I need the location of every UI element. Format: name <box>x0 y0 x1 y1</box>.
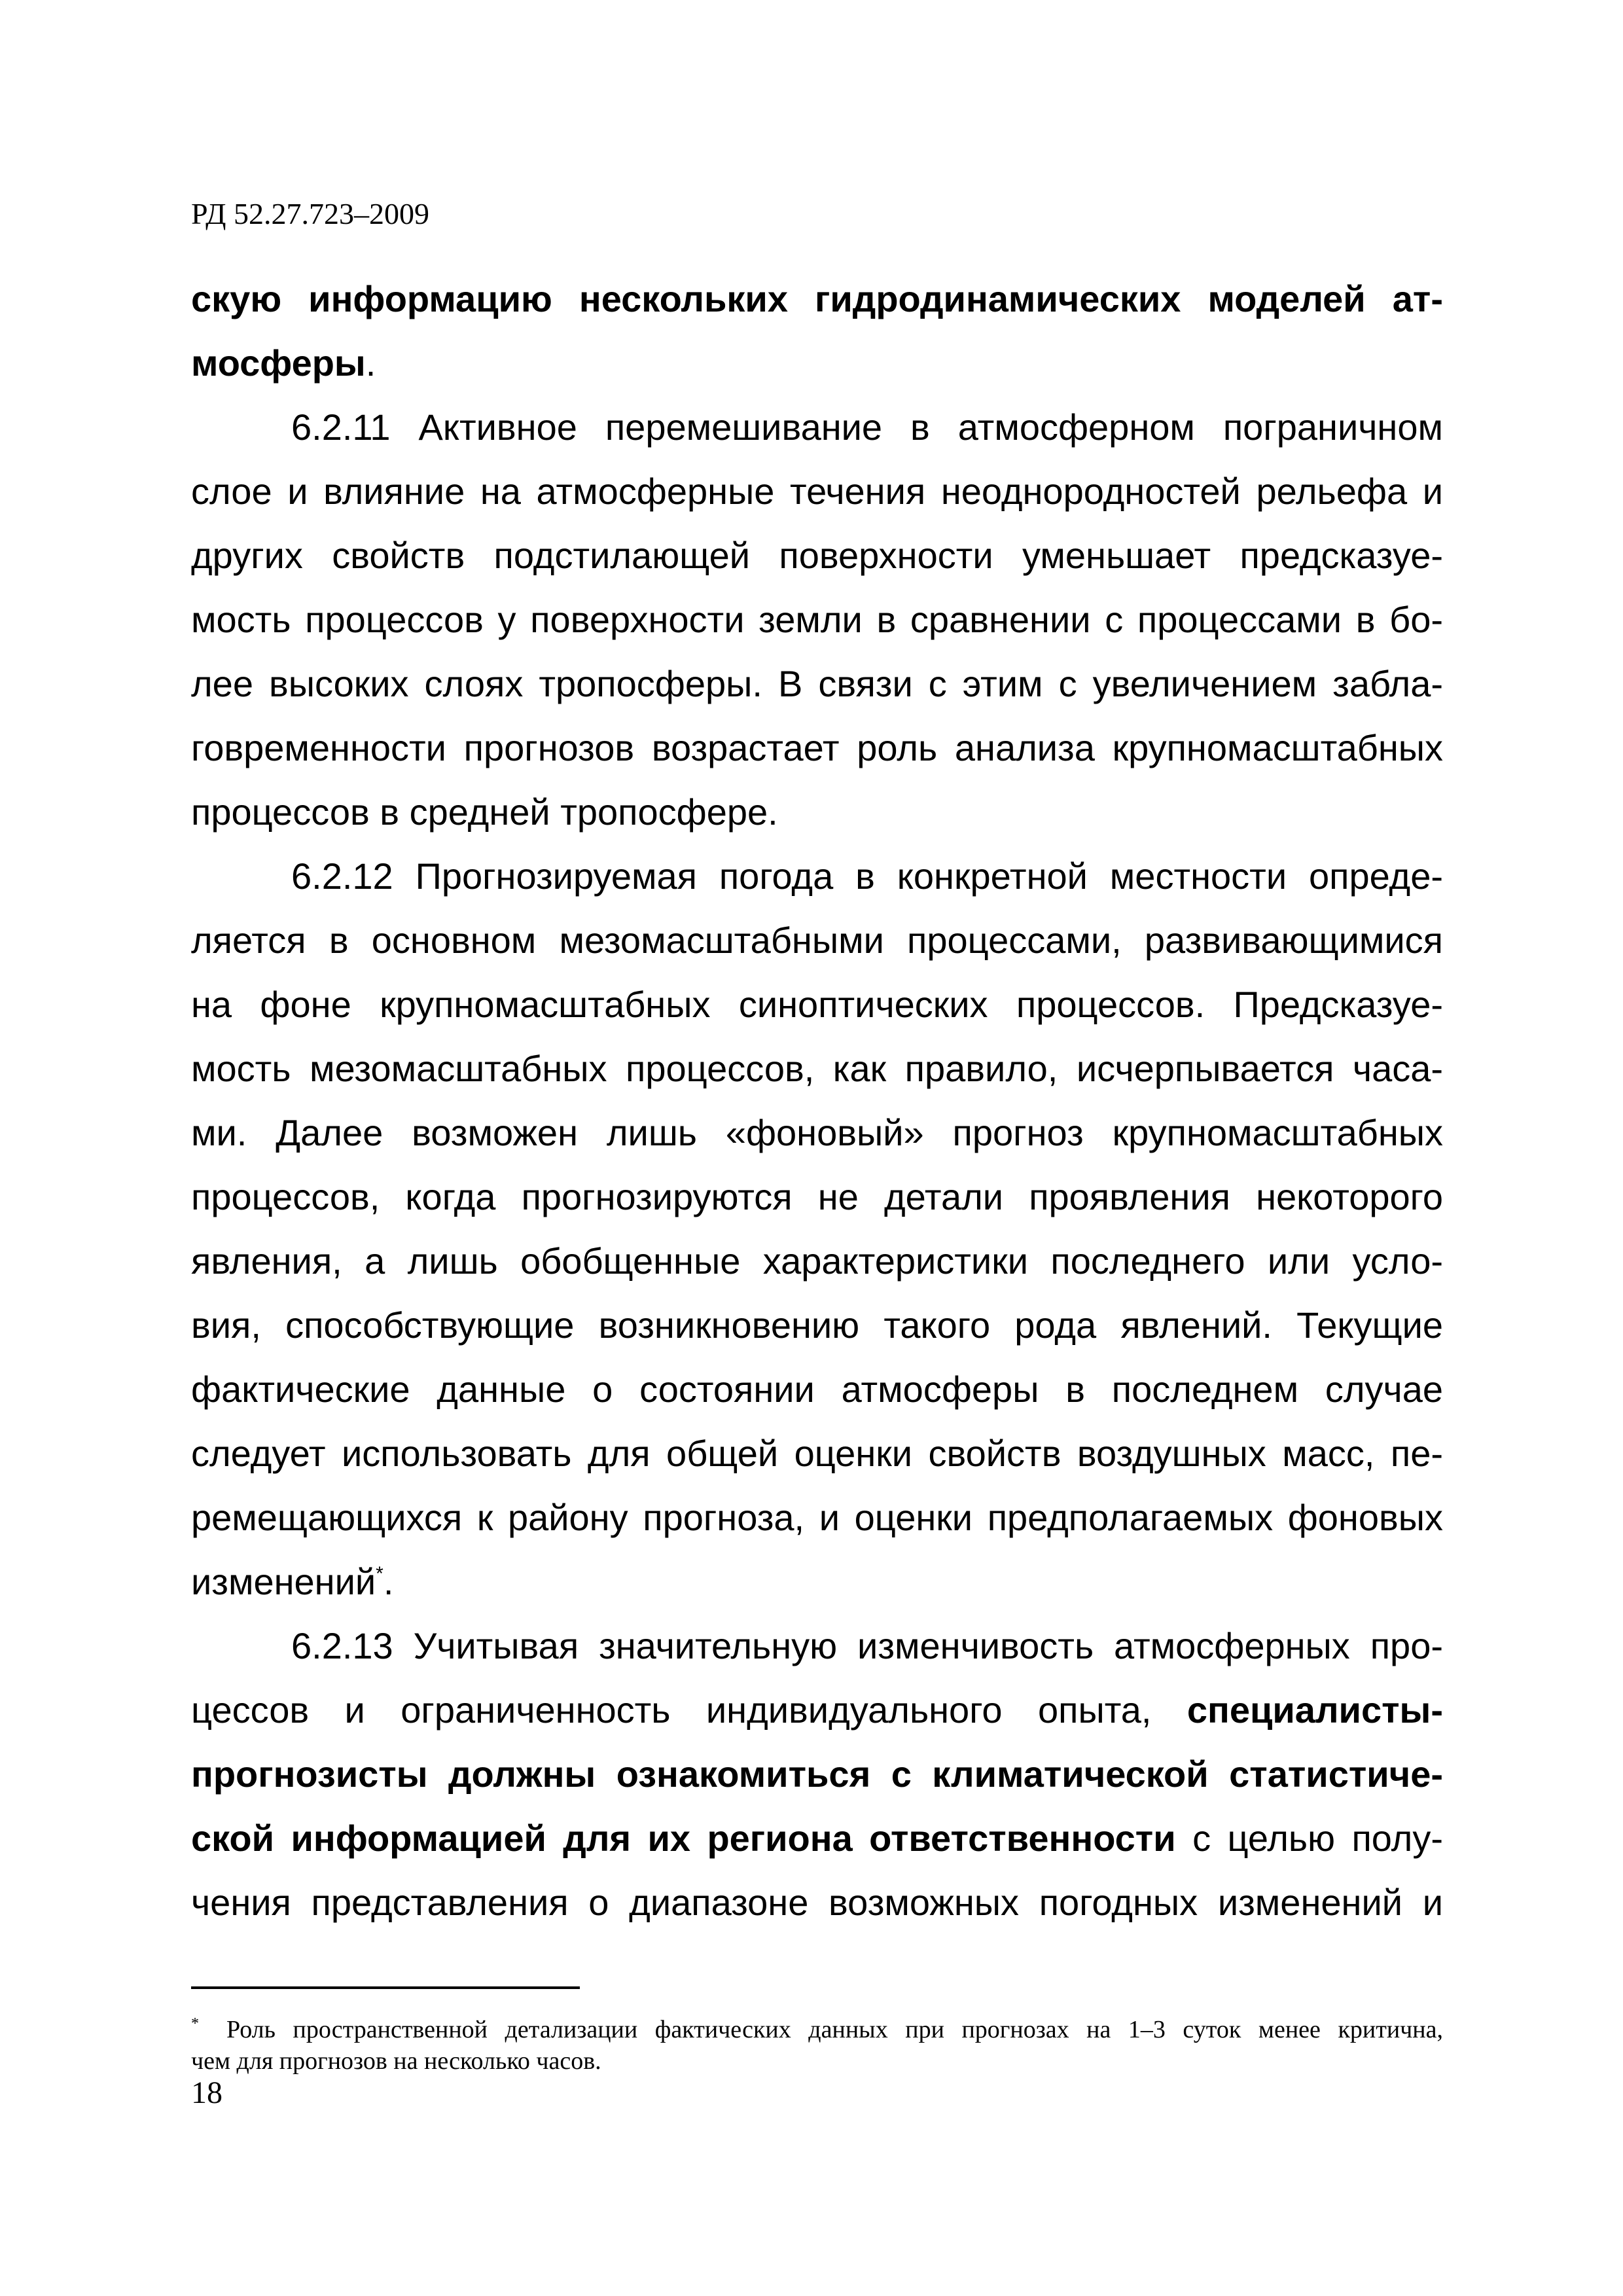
text-line <box>191 459 1443 524</box>
text-line <box>191 1101 1443 1165</box>
text-segment: ляется в основном мезомасштабными процессами, развивающимися <box>191 920 1443 961</box>
text-segment: . <box>383 1561 394 1602</box>
text-line <box>191 973 1443 1037</box>
text-segment: других свойств подстилающей поверхности уменьшает предсказуе- <box>191 535 1443 576</box>
text-line <box>191 588 1443 652</box>
bold-text: ской информацией для их региона ответственности <box>191 1818 1176 1859</box>
text-segment: мость процессов у поверхности земли в сравнении с процессами в бо- <box>191 599 1443 640</box>
text-line <box>191 1293 1443 1357</box>
text-line <box>191 908 1443 973</box>
text-segment: явления, а лишь обобщенные характеристики последнего или усло- <box>191 1240 1443 1282</box>
text-line <box>191 1422 1443 1486</box>
text-line <box>191 331 1443 395</box>
text-line <box>191 1678 1443 1742</box>
text-line <box>191 652 1443 716</box>
footnote-line-1 <box>191 2008 1443 2045</box>
text-segment: на фоне крупномасштабных синоптических процессов. Предсказуе- <box>191 984 1443 1025</box>
text-segment: процессов в средней тропосфере. <box>191 791 778 833</box>
text-segment: фактические данные о состоянии атмосферы в последнем случае <box>191 1369 1443 1410</box>
document-header: РД 52.27.723–2009 <box>191 197 430 230</box>
text-line <box>191 1486 1443 1550</box>
text-line <box>191 395 1443 459</box>
text-line <box>191 1037 1443 1101</box>
text-segment: процессов, когда прогнозируются не детали проявления некоторого <box>191 1176 1443 1217</box>
text-segment: следует использовать для общей оценки свойств воздушных масс, пе- <box>191 1433 1443 1474</box>
text-segment: 6.2.11 Активное перемешивание в атмосферном пограничном <box>291 406 1443 448</box>
text-line <box>191 1357 1443 1422</box>
text-segment: цессов и ограниченность индивидуального опыта, <box>191 1689 1187 1731</box>
page-number: 18 <box>191 2075 223 2110</box>
text-segment: ремещающихся к району прогноза, и оценки предполагаемых фоновых <box>191 1497 1443 1538</box>
text-line <box>191 716 1443 780</box>
text-line <box>191 1614 1443 1678</box>
text-line <box>191 1229 1443 1293</box>
bold-text: прогнозисты должны ознакомиться с климатической статистиче- <box>191 1753 1443 1795</box>
text-line <box>191 1550 1443 1614</box>
footnote-divider <box>191 1986 580 1989</box>
text-line <box>191 1165 1443 1229</box>
text-segment: чения представления о диапазоне возможных погодных изменений и <box>191 1882 1443 1923</box>
text-line <box>191 524 1443 588</box>
bold-text: мосферы <box>191 342 366 384</box>
footnote <box>191 2008 1443 2077</box>
bold-text: скую информацию нескольких гидродинамических моделей ат- <box>191 278 1443 319</box>
footnote-mark: * <box>191 2015 199 2032</box>
text-segment: лее высоких слоях тропосферы. В связи с этим с увеличением забла- <box>191 663 1443 704</box>
text-segment: мость мезомасштабных процессов, как правило, исчерпывается часа- <box>191 1048 1443 1089</box>
body-text <box>191 267 1443 1935</box>
text-line <box>191 780 1443 844</box>
text-line <box>191 1806 1443 1871</box>
text-segment: говременности прогнозов возрастает роль анализа крупномасштабных <box>191 727 1443 768</box>
text-line <box>191 844 1443 908</box>
text-segment: изменений <box>191 1561 376 1602</box>
text-segment: 6.2.13 Учитывая значительную изменчивость атмосферных про- <box>291 1625 1443 1666</box>
text-line <box>191 1871 1443 1935</box>
footnote-line-2: чем для прогнозов на несколько часов. <box>191 2047 601 2075</box>
text-segment: вия, способствующие возникновению такого рода явлений. Текущие <box>191 1304 1443 1346</box>
bold-text: специалисты- <box>1186 1689 1443 1731</box>
text-segment: слое и влияние на атмосферные течения неоднородностей рельефа и <box>191 471 1443 512</box>
text-segment: . <box>365 342 376 384</box>
text-segment: 6.2.12 Прогнозируемая погода в конкретной местности опреде- <box>291 855 1443 897</box>
text-line <box>191 267 1443 331</box>
text-segment: с целью полу- <box>1175 1818 1443 1859</box>
text-segment: ми. Далее возможен лишь «фоновый» прогноз крупномасштабных <box>191 1112 1443 1153</box>
footnote-text: Роль пространственной детализации фактических данных при прогнозах на 1–3 суток менее критична, <box>226 2016 1443 2043</box>
footnote-reference: * <box>376 1563 383 1585</box>
text-line <box>191 1742 1443 1806</box>
